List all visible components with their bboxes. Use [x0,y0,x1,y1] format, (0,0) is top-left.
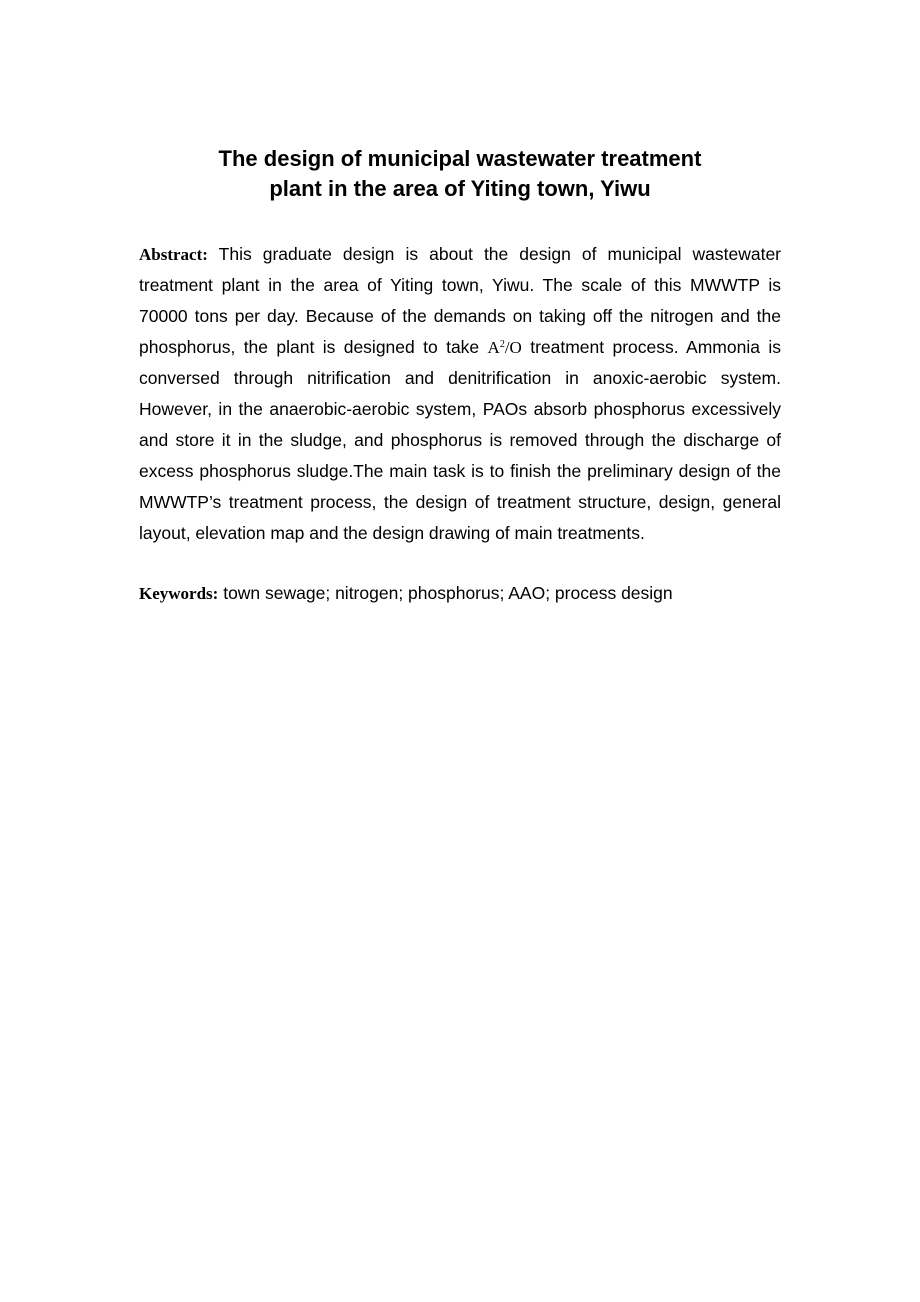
paper-title [139,144,781,204]
formula-base: A [487,338,500,357]
keywords-text: town sewage; nitrogen; phosphorus; AAO; process design [223,583,673,603]
abstract-paragraph [139,239,781,549]
process-formula [488,338,522,357]
paper-title-line-1: The design of municipal wastewater treatment [218,146,702,171]
paper-title-line-2: plant in the area of Yiting town, Yiwu [269,176,651,201]
formula-superscript: 2 [499,339,505,350]
abstract-text-part-2: treatment process. Ammonia is conversed through nitrification and denitrification in anoxic-aerobic system. However, in the anaerobic-aerobic system, PAOs absorb phosphorus excessively and store it in the sludge, and phosphorus is removed through the discharge of excess phosphorus sludge.The main task is to finish the preliminary design of the MWWTP’s treatment process, the design of treatment structure, design, general layout, elevation map and the design drawing of main treatments. [139,337,781,543]
keywords-label: Keywords: [139,584,219,603]
abstract-text-part-1: This graduate design is about the design of municipal wastewater treatment plant in the area of Yiting town, Yiwu. The scale of this MWWTP is 70000 tons per day. Because of the demands on taking off the nitrogen and the phosphorus, the plant is designed to take [139,244,781,357]
abstract-label: Abstract: [139,245,208,264]
formula-tail: /O [504,338,522,357]
keywords-line [139,578,781,609]
